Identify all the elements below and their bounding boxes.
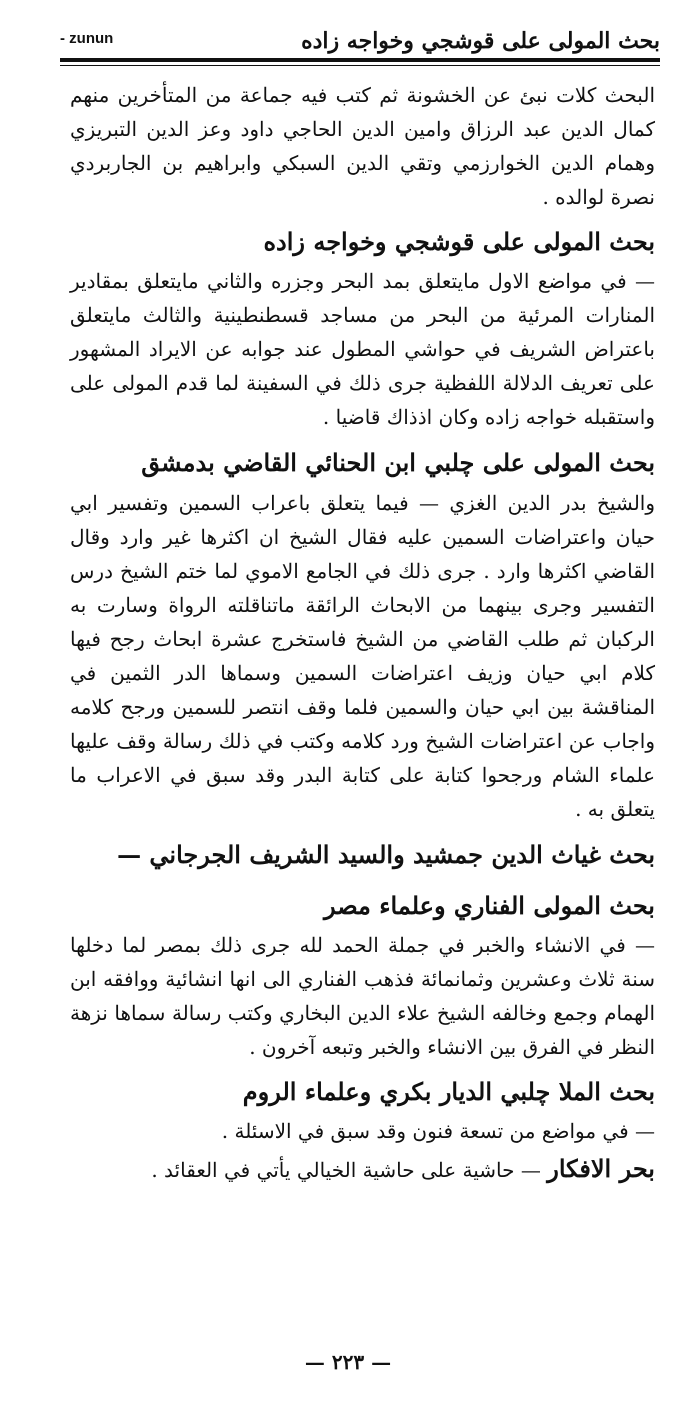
entry-body xyxy=(70,1114,655,1148)
entry-bahr-al-afkar xyxy=(70,1152,655,1187)
header-title: بحث المولى على قوشجي وخواجه زاده xyxy=(301,28,660,54)
entry-mulla-chelebi xyxy=(70,1070,655,1114)
header-tag: - zunun xyxy=(60,30,114,47)
entry-text: — في مواضع الاول مايتعلق بمد البحر وجزره والثاني مايتعلق بمقادير المنارات المرئية من البحر من مساجد قسطنطينية والثالث مايتعلق باعتراض الشريف في حواشي المطول عند جوابه عن الايراد المشهور على تعريف الدلالة اللفظية جرى ذلك في السفينة لما قدم المولى على واستقبله خواجه زاده وكان اذذاك قاضيا . xyxy=(70,269,655,429)
entry-heading: بحر الافكار xyxy=(547,1154,655,1183)
page-body xyxy=(70,78,655,1191)
entry-body xyxy=(70,486,655,826)
entry-text: — في مواضع من تسعة فنون وقد سبق في الاسئلة . xyxy=(221,1119,655,1143)
header-rule-thick xyxy=(60,58,660,62)
entry-text: — حاشية على حاشية الخيالي يأتي في العقائد . xyxy=(151,1158,541,1182)
entry-qushji-khwajazadeh xyxy=(70,220,655,264)
entry-text: والشيخ بدر الدين الغزي — فيما يتعلق باعراب السمين وتفسير ابي حيان واعتراضات السمين عليه فقال الشيخ ان اكثرها غير وارد وقال القاضي اكثرها وارد . جرى ذلك في الجامع الاموي لما ختم الشيخ درس التفسير وجرى بينهما من الابحاث الرائقة ماتناقلته الرواة وسارت به الركبان ثم طلب القاضي من الشيخ فاستخرج عشرة ابحاث رجح فيها كلام ابي حيان وزيف اعتراضات السمين وسماها الدر الثمين في المناقشة بين ابي حيان والسمين فلما وقف انتصر للسمين ورجح كلامه واجاب عن اعتراضات الشيخ ورد كلامه وكتب في ذلك رسالة وقف عليها علماء الشام ورجحوا كتابة على كتابة البدر وقد سبق في الاعراب ما يتعلق به . xyxy=(70,491,655,821)
page-number: — ٢٢٣ — xyxy=(304,1350,392,1374)
entry-ali-chelebi xyxy=(70,440,655,486)
entry-body xyxy=(70,264,655,434)
entry-ghiyath-jurjani xyxy=(70,832,655,878)
entry-heading: بحث المولى الفناري وعلماء مصر xyxy=(323,891,655,920)
entry-heading: بحث المولى على چلبي ابن الحنائي القاضي بدمشق xyxy=(141,448,655,477)
entry-heading: بحث المولى على قوشجي وخواجه زاده xyxy=(263,227,655,256)
entry-heading: بحث غياث الدين جمشيد والسيد الشريف الجرجاني — xyxy=(117,840,655,869)
paragraph-text: البحث كلات نبئ عن الخشونة ثم كتب فيه جماعة من المتأخرين منهم كمال الدين عبد الرزاق وامين الدين الحاجي داود وعز الدين التبريزي وهمام الدين الخوارزمي وتقي الدين السبكي وابراهيم بن الجاربردي نصرة لوالده . xyxy=(70,83,655,209)
running-header xyxy=(60,28,660,68)
paragraph-intro xyxy=(70,78,655,214)
entry-heading: بحث الملا چلبي الديار بكري وعلماء الروم xyxy=(242,1077,655,1106)
entry-body xyxy=(70,928,655,1064)
entry-fanari xyxy=(70,884,655,928)
header-rule-thin xyxy=(60,65,660,66)
entry-text: — في الانشاء والخبر في جملة الحمد لله جرى ذلك بمصر لما دخلها سنة ثلاث وعشرين وثمانمائة فذهب الفناري الى انها انشائية ووافقه ابن الهمام وجمع وخالفه الشيخ علاء الدين البخاري وكتب رسالة سماها نزهة النظر في الفرق بين الانشاء والخبر وتبعه آخرون . xyxy=(70,933,655,1059)
